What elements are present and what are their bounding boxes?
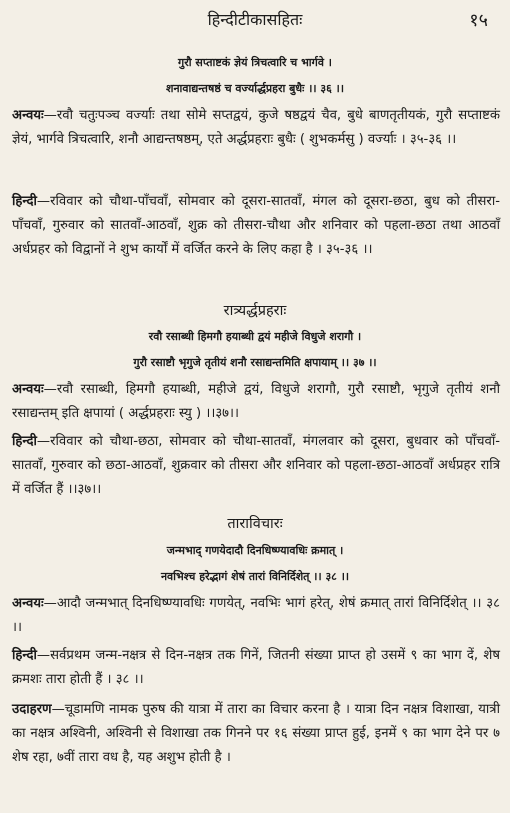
running-title: हिन्दीटीकासहितः xyxy=(207,10,303,29)
page-number: १५ xyxy=(469,10,488,31)
anvaya-38 xyxy=(0,592,510,640)
hindi-label: हिन्दी xyxy=(12,194,37,209)
verse-line: नवभिश्च हरेद्भागं शेषं तारां विनिर्दिशेत् ।। ३८ ।। xyxy=(160,570,350,583)
example-paragraph xyxy=(0,698,510,770)
anvaya-paragraph xyxy=(0,592,510,640)
verse-line: गुरौ सप्ताष्टकं ज्ञेयं त्रिचत्वारि च भार्गवे । xyxy=(178,56,332,69)
hindi-36 xyxy=(0,190,510,262)
hindi-paragraph xyxy=(0,644,510,692)
hindi-paragraph xyxy=(0,190,510,262)
anvaya-text: —रवौ चतुःपञ्च वर्ज्याः तथा सोमे सप्तद्वयं, कुजे षष्ठद्वयं चैव, बुधे बाणतृतीयकं, गुरौ सप्ताष्टकं ज्ञेयं, भार्गवे त्रिचत्वारि, शनौ आद्यन्तषष्ठम्, एते अर्द्धप्रहराः बुधैः ( शुभकर्मसु ) वर्ज्याः । ३५-३६ ।। xyxy=(12,108,500,147)
verse-38 xyxy=(0,538,510,590)
anvaya-text: —रवौ रसाब्धी, हिमगौ हयाब्धी, महीजे द्वयं, विधुजे शरागौ, गुरौ रसाष्टौ, भृगुजे तृतीयं शनौ रसाद्यन्तम् इति क्षपायां ( अर्द्धप्रहराः स्यु ) ।।३७।। xyxy=(12,382,500,421)
example-block xyxy=(0,698,510,770)
section-tara-vichara xyxy=(0,513,510,535)
verse-line: रवौ रसाब्धी हिमगौ हयाब्धी द्वयं महीजे विधुजे शरागौ । xyxy=(148,330,362,343)
section-ratri-ardhaprahara xyxy=(0,300,510,322)
anvaya-paragraph xyxy=(0,378,510,426)
hindi-text: —रविवार को चौथा-छठा, सोमवार को चौथा-सातवाँ, मंगलवार को दूसरा, बुधवार को पाँचवाँ-सातवाँ, गुरुवार को छठा-आठवाँ, शुक्रवार को तीसरा और शनिवार को पहला-छठा-आठवाँ अर्धप्रहर रात्रि में वर्जित हैं ।।३७।। xyxy=(12,434,500,497)
verse-line: शनावाद्यन्तषष्ठं च वर्ज्यार्द्धप्रहरा बुधैः ।। ३६ ।। xyxy=(165,82,345,95)
anvaya-paragraph xyxy=(0,104,510,152)
hindi-text: —सर्वप्रथम जन्म-नक्षत्र से दिन-नक्षत्र तक गिनें, जितनी संख्या प्राप्त हो उसमें ९ का भाग दें, शेष क्रमशः तारा होती हैं । ३८ ।। xyxy=(12,648,500,687)
hindi-37 xyxy=(0,430,510,502)
anvaya-36 xyxy=(0,104,510,152)
verse-37 xyxy=(0,324,510,376)
verse-line: जन्मभाद् गणयेदादौ दिनधिष्ण्यावधिः क्रमात् । xyxy=(166,544,344,557)
verse-36 xyxy=(0,50,510,102)
hindi-38 xyxy=(0,644,510,692)
section-title: रात्र्यर्द्धप्रहराः xyxy=(223,303,287,319)
hindi-label: हिन्दी xyxy=(12,648,37,663)
anvaya-label: अन्वयः xyxy=(12,596,44,611)
hindi-label: हिन्दी xyxy=(12,434,37,449)
hindi-paragraph xyxy=(0,430,510,502)
anvaya-label: अन्वयः xyxy=(12,382,44,397)
example-text: —चूडामणि नामक पुरुष की यात्रा में तारा का विचार करना है । यात्रा दिन नक्षत्र विशाखा, यात्री का नक्षत्र अश्विनी, अश्विनी से विशाखा तक गिनने पर १६ संख्या प्राप्त हुई, इनमें ९ का भाग देने पर ७ शेष रहा, ७वीं तारा वध है, यह अशुभ होती है । xyxy=(12,702,500,765)
example-label: उदाहरण xyxy=(12,702,52,717)
section-title: ताराविचारः xyxy=(227,516,283,532)
page-header xyxy=(0,8,510,34)
anvaya-label: अन्वयः xyxy=(12,108,44,123)
anvaya-text: —आदौ जन्मभात् दिनधिष्ण्यावधिः गणयेत्, नवभिः भागं हरेत्, शेषं क्रमात् तारां विनिर्दिशेत् ।। ३८ ।। xyxy=(12,596,500,635)
hindi-text: —रविवार को चौथा-पाँचवाँ, सोमवार को दूसरा-सातवाँ, मंगल को दूसरा-छठा, बुध को तीसरा-पाँचवाँ, गुरुवार को सातवाँ-आठवाँ, शुक्र को तीसरा-चौथा और शनिवार को पहला-छठा तथा आठवाँ अर्धप्रहर को विद्वानों ने शुभ कार्यों में वर्जित करने के लिए कहा है । ३५-३६ ।। xyxy=(12,194,500,257)
verse-line: गुरौ रसाष्टौ भृगुजे तृतीयं शनौ रसाद्यन्तमिति क्षपायाम् ।। ३७ ।। xyxy=(133,356,377,369)
anvaya-37 xyxy=(0,378,510,426)
